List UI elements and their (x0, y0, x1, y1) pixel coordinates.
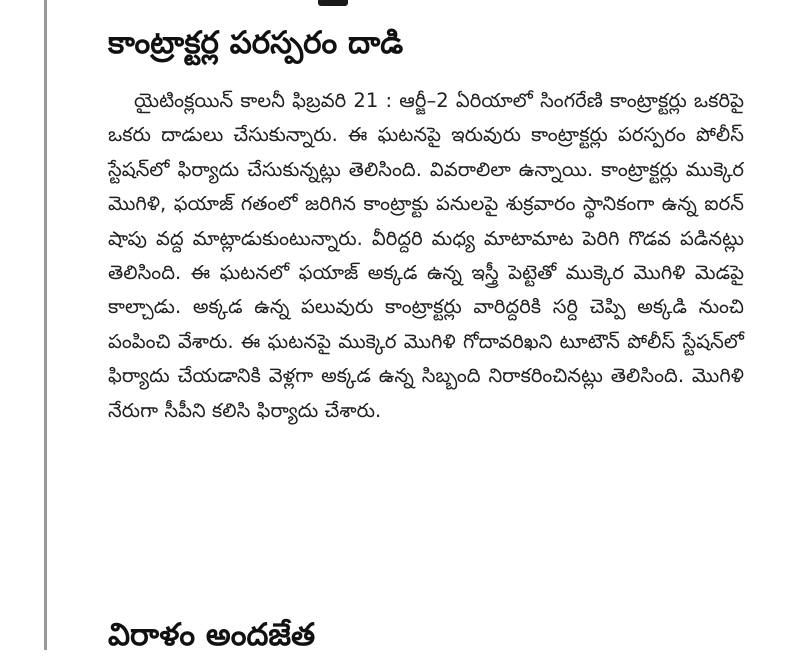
article-body: యైటింక్లయిన్ కాలనీ ఫిబ్రవరి 21 : ఆర్జీ–2 ఏరియాలో సింగరేణి కాంట్రాక్టర్లు ఒకరిపై ఒకరు దాడులు చేసుకున్నారు. ఈ ఘటనపై ఇరువురు కాంట్రాక్టర్లు పరస్పరం పోలీస్ స్టేషన్‌లో ఫిర్యాదు చేసుకున్నట్లు తెలిసింది. వివరాలిలా ఉన్నాయి. కాంట్రాక్టర్లు ముక్కెర మొగిళి, ఫయాజ్ గతంలో జరిగిన కాంట్రాక్టు పనులపై శుక్రవారం స్థానికంగా ఉన్న ఐరన్ షాపు వద్ద మాట్లాడుకుంటున్నారు. వీరిద్దరి మధ్య మాటామాట పెరిగి గొడవ పడినట్లు తెలిసింది. ఈ ఘటనలో ఫయాజ్ అక్కడ ఉన్న ఇస్త్రీ పెట్టెతో ముక్కెర మొగిళి మెడపై కాల్చాడు. అక్కడ ఉన్న పలువురు కాంట్రాక్టర్లు వారిద్దరికి సర్ది చెప్పి అక్కడి నుంచి పంపించి వేశారు. ఈ ఘటనపై ముక్కెర మొగిళి గోదావరిఖని టూటౌన్ పోలీస్ స్టేషన్‌లో ఫిర్యాదు చేయడానికి వెళ్లగా అక్కడ ఉన్న సిబ్బంది నిరాకరించినట్లు తెలిసింది. మొగిళి నేరుగా సీపీని కలిసి ఫిర్యాదు చేశారు. (108, 89, 744, 422)
previous-article-fragment (318, 0, 348, 6)
news-article (108, 20, 744, 428)
article-headline: కాంట్రాక్టర్ల పరస్పరం దాడి (108, 25, 404, 61)
next-article-headline: విరాళం అందజేత (108, 617, 316, 653)
column-divider (44, 0, 47, 650)
